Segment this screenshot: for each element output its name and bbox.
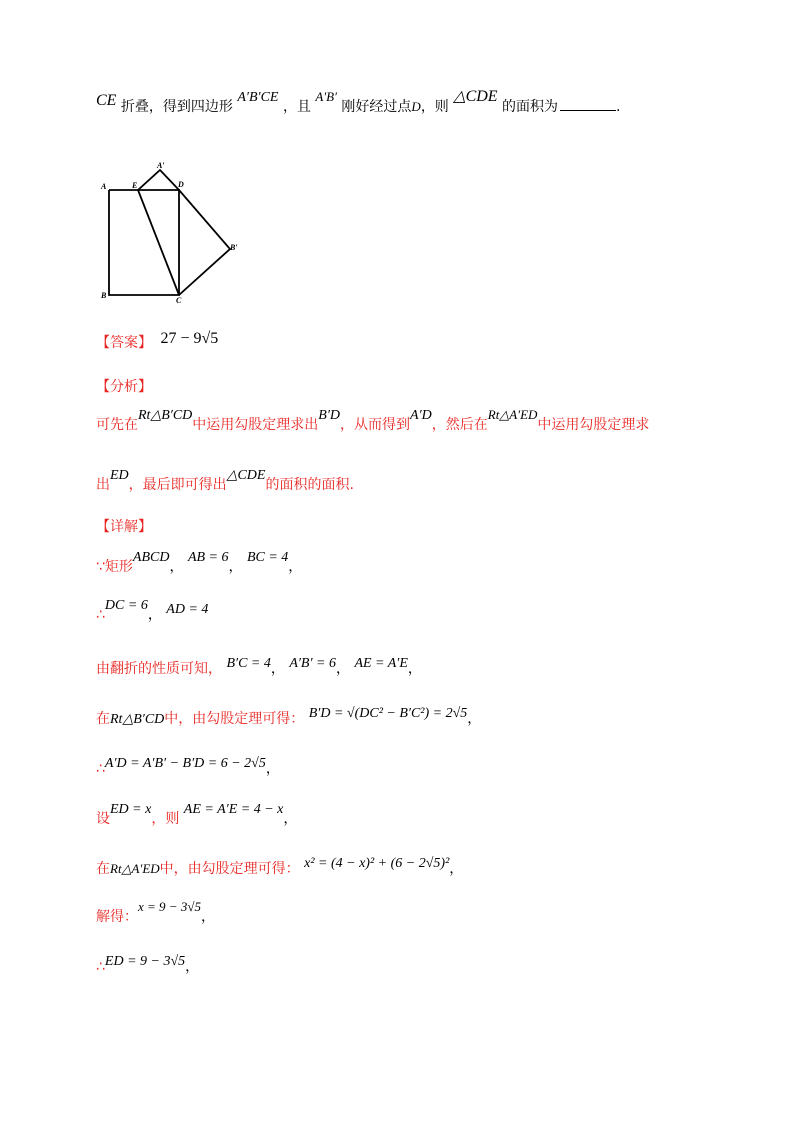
label-b: B <box>101 291 107 300</box>
analysis-text: ，从而得到 <box>340 417 411 433</box>
analysis-line-2 <box>96 468 354 494</box>
problem-text-1: 折叠，得到四边形 <box>120 99 233 115</box>
therefore-symbol: ∴ <box>96 959 105 975</box>
problem-text-2: ，且 <box>282 99 311 115</box>
problem-text-3: 刚好经过点 <box>341 99 412 115</box>
detail-step-5 <box>96 758 280 778</box>
analysis-text: 中运用勾股定理求 <box>537 417 650 433</box>
analysis-math: △CDE <box>226 468 266 483</box>
detail-math: A′B′ = 6 <box>289 656 336 671</box>
label-d: D <box>178 180 184 189</box>
detail-step-8 <box>96 899 215 926</box>
detail-math: BC = 4 <box>246 550 289 565</box>
analysis-math: ED <box>110 468 129 483</box>
detail-math: B′D = √(DC² − B′C²) = 2√5 <box>308 706 468 721</box>
detail-step-1 <box>96 550 303 576</box>
detail-text: 由翻折的性质可知， <box>96 661 222 677</box>
detail-math: Rt△A′ED <box>110 861 160 876</box>
detail-text: 设 <box>96 811 110 827</box>
detail-math: Rt△B′CD <box>110 712 165 727</box>
analysis-label: 【分析】 <box>96 379 152 395</box>
comma: ， <box>265 761 280 777</box>
detail-math: ABCD <box>132 550 170 565</box>
analysis-math: Rt△A′ED <box>487 407 538 422</box>
analysis-text: 的面积的面积. <box>265 477 354 493</box>
answer-label: 【答案】 <box>96 335 152 351</box>
answer-blank <box>560 98 616 111</box>
label-e: E <box>132 181 138 190</box>
analysis-text: 可先在 <box>96 417 138 433</box>
comma: ， <box>169 559 184 575</box>
detail-text: ∵矩形 <box>96 559 133 575</box>
detail-text: 在 <box>96 711 110 727</box>
detail-step-4 <box>96 708 481 728</box>
detail-math: B′C = 4 <box>226 656 271 671</box>
segment-ce: CE <box>96 92 117 109</box>
comma: ， <box>270 661 285 677</box>
label-a-prime: A′ <box>157 161 165 170</box>
problem-line <box>96 88 621 116</box>
analysis-math: Rt△B′CD <box>138 408 193 423</box>
detail-math: A′D = A′B′ − B′D = 6 − 2√5 <box>104 756 266 771</box>
comma: ， <box>449 861 464 877</box>
problem-text-4: ，则 <box>420 99 449 115</box>
answer-line <box>96 332 218 352</box>
problem-text-5: 的面积为 <box>502 99 559 115</box>
point-d: D <box>411 99 421 114</box>
comma: ， <box>147 607 162 623</box>
detail-step-2 <box>96 598 209 624</box>
fold-line-ce <box>138 190 179 295</box>
detail-step-9 <box>96 956 199 976</box>
folded-quadrilateral <box>138 170 230 295</box>
comma: ， <box>467 711 482 727</box>
comma: ， <box>288 559 303 575</box>
detail-text: 解得： <box>96 909 138 925</box>
analysis-line-1 <box>96 407 650 434</box>
analysis-math: B′D <box>318 408 341 423</box>
comma: ， <box>407 661 422 677</box>
detail-step-7 <box>96 858 463 878</box>
analysis-math: A′D <box>410 408 432 423</box>
comma: ， <box>228 559 243 575</box>
detail-math: AE = A′E = 4 − x <box>183 802 284 817</box>
comma: ， <box>200 909 215 925</box>
therefore-symbol: ∴ <box>96 607 105 623</box>
comma: ， <box>336 661 350 677</box>
segment-ab-prime: A′B′ <box>315 89 337 104</box>
detail-text: 中，由勾股定理可得： <box>164 711 305 727</box>
comma: ， <box>185 959 200 975</box>
label-b-prime: B′ <box>230 243 238 252</box>
analysis-text: 中运用勾股定理求出 <box>192 417 319 433</box>
detail-math: x² = (4 − x)² + (6 − 2√5)² <box>304 856 450 871</box>
detail-math: ED = 9 − 3√5 <box>104 954 186 969</box>
geometry-figure <box>95 160 255 310</box>
label-c: C <box>176 296 182 305</box>
detail-math: ED = x <box>110 802 152 817</box>
detail-label: 【详解】 <box>96 519 152 535</box>
detail-math: AD = 4 <box>166 602 209 617</box>
detail-step-6 <box>96 802 298 828</box>
quadrilateral-label: A′B′CE <box>237 90 279 105</box>
analysis-text: 出 <box>96 477 110 493</box>
analysis-text: ，然后在 <box>431 417 488 433</box>
therefore-symbol: ∴ <box>96 761 105 777</box>
answer-value: 27 − 9√5 <box>160 330 219 347</box>
period: . <box>616 99 621 115</box>
analysis-text: ，最后即可得出 <box>128 477 227 493</box>
detail-text: 中，由勾股定理可得： <box>159 861 300 877</box>
detail-step-3 <box>96 658 422 678</box>
detail-math: AE = A′E <box>354 656 408 671</box>
detail-text: ，则 <box>151 811 180 827</box>
comma: ， <box>283 811 298 827</box>
detail-math: DC = 6 <box>104 598 148 613</box>
detail-text: 在 <box>96 861 110 877</box>
detail-math: x = 9 − 3√5 <box>138 899 201 914</box>
detail-math: AB = 6 <box>187 550 229 565</box>
label-a: A <box>101 182 107 191</box>
triangle-cde: △CDE <box>453 88 498 105</box>
